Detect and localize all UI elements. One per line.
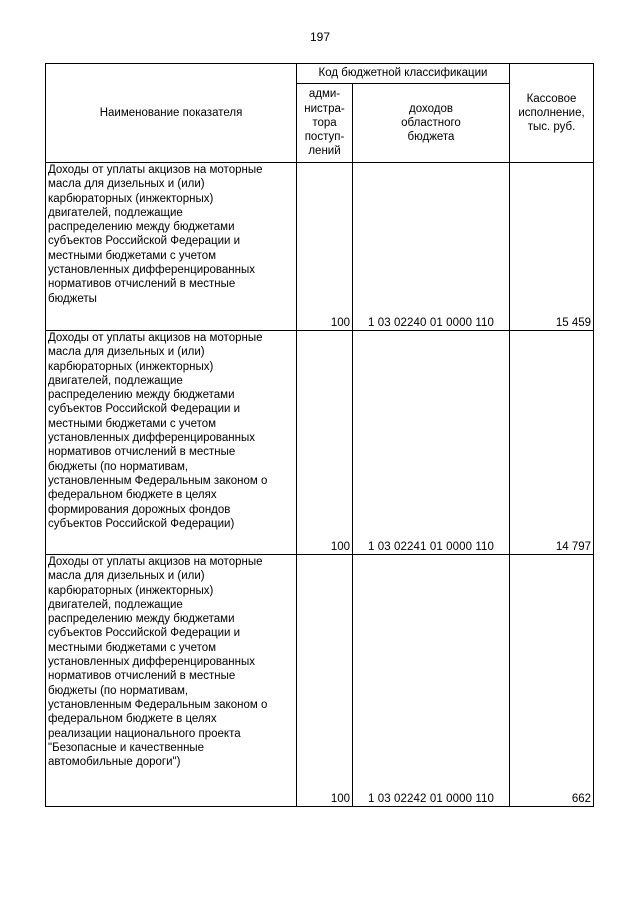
indicator-line: карбюраторных (инжекторных) [48,192,214,205]
indicator-line: двигателей, подлежащие [48,598,183,611]
indicator-name-cell [46,331,297,555]
header-admin-line: нистра- [304,102,345,115]
header-cash-execution [510,64,594,163]
header-admin-line: поступ- [304,131,345,144]
indicator-line: "Безопасные и качественные [48,741,205,754]
indicator-line: двигателей, подлежащие [48,374,183,387]
header-admin-line: лений [308,145,341,158]
indicator-line: субъектов Российской Федерации и [48,235,241,248]
header-cash-line: тыс. руб. [527,121,576,134]
indicator-line: субъектов Российской Федерации) [48,517,235,530]
indicator-line: распределению между бюджетами [48,613,235,626]
cash-execution-cell: 14 797 [510,331,594,555]
indicator-line: карбюраторных (инжекторных) [48,584,214,597]
indicator-line: распределению между бюджетами [48,221,235,234]
header-row-top [46,64,594,84]
indicator-line: бюджеты (по нормативам, [48,460,189,473]
indicator-line: субъектов Российской Федерации и [48,403,241,416]
header-code-line: областного [401,116,461,129]
indicator-line: реализации национального проекта [48,727,241,740]
administrator-code-cell: 100 [297,331,353,555]
indicator-line: бюджеты [48,292,97,305]
indicator-line: установленных дифференцированных [48,264,256,277]
table-row [46,163,594,331]
page-number: 197 [309,30,331,44]
indicator-line: масла для дизельных и (или) [48,178,205,191]
indicator-line: установленным Федеральным законом о [48,698,268,711]
indicator-line: Доходы от уплаты акцизов на моторные [48,332,263,344]
header-admin-line: адми- [308,88,341,101]
table-row [46,555,594,807]
header-code-line: бюджета [407,131,455,144]
header-admin-line: тора [312,116,337,129]
indicator-line: местными бюджетами с учетом [48,641,217,654]
indicator-line: установленным Федеральным законом о [48,474,268,487]
indicator-name-cell [46,555,297,807]
indicator-line: карбюраторных (инжекторных) [48,360,214,373]
indicator-line: масла для дизельных и (или) [48,570,205,583]
income-code-cell: 1 03 02241 01 0000 110 [353,331,510,555]
header-classification-code: Код бюджетной классификации [297,64,510,84]
indicator-line: установленных дифференцированных [48,656,256,669]
budget-table [45,63,594,807]
indicator-line: нормативов отчислений в местные [48,670,236,683]
indicator-line: Доходы от уплаты акцизов на моторные [48,164,263,176]
indicator-line: бюджеты (по нормативам, [48,684,189,697]
income-code-cell: 1 03 02240 01 0000 110 [353,163,510,331]
indicator-line: распределению между бюджетами [48,389,235,402]
indicator-line: нормативов отчислений в местные [48,446,236,459]
indicator-line: формирования дорожных фондов [48,503,231,516]
indicator-line: местными бюджетами с учетом [48,249,217,262]
indicator-line: субъектов Российской Федерации и [48,627,241,640]
header-income-code [353,84,510,163]
indicator-line: нормативов отчислений в местные [48,278,236,291]
indicator-line: автомобильные дороги") [48,756,181,769]
header-cash-line: Кассовое [526,92,577,105]
indicator-line: федеральном бюджете в целях [48,489,217,502]
header-administrator [297,84,353,163]
cash-execution-cell: 662 [510,555,594,807]
indicator-line: масла для дизельных и (или) [48,346,205,359]
indicator-name-cell [46,163,297,331]
header-code-line: доходов [409,102,453,115]
cash-execution-cell: 15 459 [510,163,594,331]
administrator-code-cell: 100 [297,163,353,331]
indicator-line: установленных дифференцированных [48,432,256,445]
administrator-code-cell: 100 [297,555,353,807]
indicator-line: местными бюджетами с учетом [48,417,217,430]
indicator-line: двигателей, подлежащие [48,206,183,219]
header-indicator-name: Наименование показателя [46,64,297,163]
table-row [46,331,594,555]
indicator-line: Доходы от уплаты акцизов на моторные [48,556,263,568]
income-code-cell: 1 03 02242 01 0000 110 [353,555,510,807]
indicator-line: федеральном бюджете в целях [48,713,217,726]
header-cash-line: исполнение, [518,106,585,119]
